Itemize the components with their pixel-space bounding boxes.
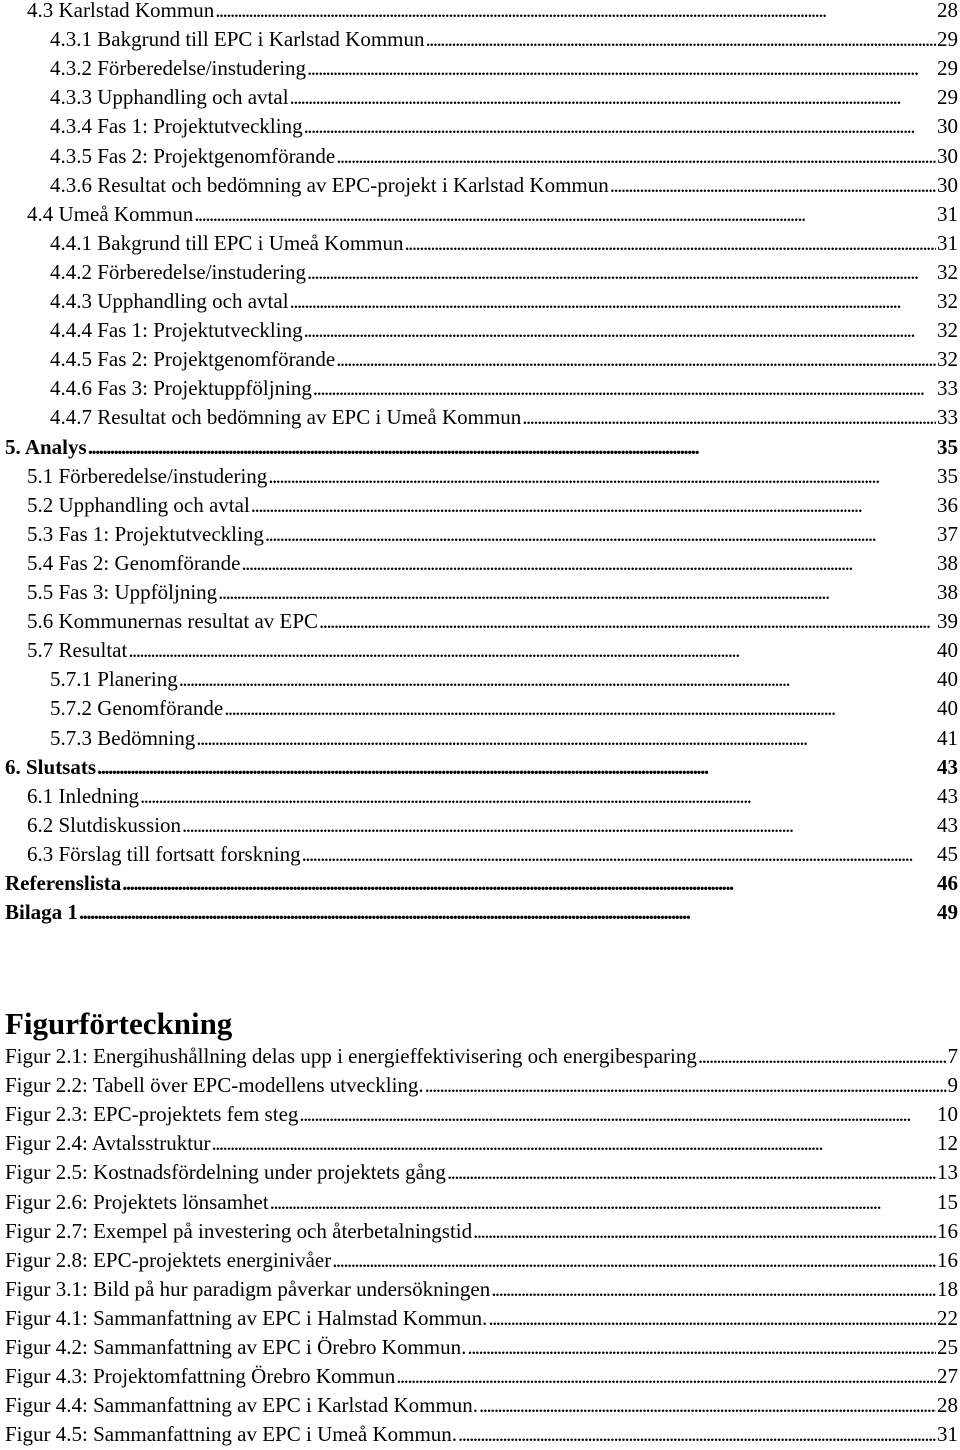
entry-label: Figur 4.3: Projektomfattning Örebro Kommun [5, 1364, 396, 1389]
toc-entry[interactable] [5, 1391, 958, 1420]
toc-entry[interactable] [27, 200, 958, 229]
toc-entry[interactable] [50, 54, 958, 83]
dot-leader [313, 374, 936, 403]
toc-entry[interactable] [5, 1042, 958, 1071]
entry-label: Figur 2.6: Projektets lönsamhet [5, 1189, 269, 1214]
dot-leader [194, 200, 936, 229]
dot-leader [215, 0, 936, 25]
toc-entry[interactable] [5, 898, 958, 927]
entry-label: 5.7.2 Genomförande [50, 696, 224, 721]
entry-label: Figur 3.1: Bild på hur paradigm påverkar undersökningen [5, 1276, 491, 1301]
dot-leader [179, 665, 936, 694]
entry-page-number: 38 [937, 550, 958, 575]
figure-list-heading: Figurförteckning [5, 1006, 233, 1041]
entry-page-number: 28 [937, 0, 958, 22]
toc-entry[interactable] [5, 1362, 958, 1391]
toc-entry[interactable] [50, 142, 958, 171]
dot-leader [425, 1071, 947, 1100]
dot-leader [182, 811, 936, 840]
entry-label: Figur 2.2: Tabell över EPC-modellens utveckling. [5, 1073, 424, 1098]
dot-leader [610, 171, 936, 200]
entry-label: Bilaga 1 [5, 900, 78, 925]
entry-label: 5. Analys [5, 434, 87, 459]
entry-label: Figur 4.1: Sammanfattning av EPC i Halmstad Kommun. [5, 1305, 488, 1330]
dot-leader [404, 229, 936, 258]
entry-label: 4.4.5 Fas 2: Projektgenomförande [50, 347, 336, 372]
entry-page-number: 32 [937, 318, 958, 343]
toc-entry[interactable] [5, 433, 958, 462]
entry-label: 5.7 Resultat [27, 638, 128, 663]
dot-leader [241, 549, 936, 578]
toc-entry[interactable] [27, 462, 958, 491]
dot-leader [270, 1188, 936, 1217]
dot-leader [224, 694, 936, 723]
entry-label: Figur 2.5: Kostnadsfördelning under projektets gång [5, 1160, 446, 1185]
toc-entry[interactable] [27, 636, 958, 665]
toc-entry[interactable] [50, 258, 958, 287]
toc-entry[interactable] [27, 0, 958, 25]
entry-page-number: 43 [937, 812, 958, 837]
toc-entry[interactable] [5, 1420, 958, 1449]
entry-label: 5.7.1 Planering [50, 667, 178, 692]
dot-leader [304, 316, 936, 345]
toc-entry[interactable] [50, 724, 958, 753]
entry-label: 6. Slutsats [5, 754, 97, 779]
entry-page-number: 16 [937, 1218, 958, 1243]
toc-entry[interactable] [5, 753, 958, 782]
dot-leader [97, 753, 936, 782]
toc-entry[interactable] [5, 1333, 958, 1362]
toc-entry[interactable] [27, 840, 958, 869]
entry-label: 4.3.5 Fas 2: Projektgenomförande [50, 143, 336, 168]
entry-label: 4.3.1 Bakgrund till EPC i Karlstad Kommun [50, 27, 425, 52]
toc-entry[interactable] [27, 549, 958, 578]
toc-entry[interactable] [27, 811, 958, 840]
dot-leader [299, 1100, 936, 1129]
entry-label: Figur 2.8: EPC-projektets energinivåer [5, 1247, 332, 1272]
toc-entry[interactable] [50, 694, 958, 723]
dot-leader [265, 520, 936, 549]
entry-label: Figur 4.2: Sammanfattning av EPC i Örebro Kommun. [5, 1335, 467, 1359]
dot-leader [467, 1333, 936, 1362]
toc-entry[interactable] [50, 316, 958, 345]
entry-page-number: 40 [937, 638, 958, 663]
entry-page-number: 41 [937, 725, 958, 750]
toc-entry[interactable] [5, 1129, 958, 1158]
toc-entry[interactable] [5, 1217, 958, 1246]
toc-entry[interactable] [27, 520, 958, 549]
entry-label: 4.4.1 Bakgrund till EPC i Umeå Kommun [50, 230, 404, 255]
toc-entry[interactable] [27, 607, 958, 636]
toc-entry[interactable] [5, 1188, 958, 1217]
entry-page-number: 10 [937, 1102, 958, 1127]
entry-page-number: 30 [937, 172, 958, 197]
dot-leader [290, 83, 936, 112]
entry-label: Figur 2.4: Avtalsstruktur [5, 1131, 211, 1156]
toc-entry[interactable] [5, 1100, 958, 1129]
entry-label: 4.3.6 Resultat och bedömning av EPC-projekt i Karlstad Kommun [50, 172, 609, 197]
entry-page-number: 43 [937, 783, 958, 808]
dot-leader [488, 1304, 936, 1333]
entry-label: 4.4.3 Upphandling och avtal [50, 289, 289, 313]
dot-leader [290, 287, 936, 316]
entry-page-number: 37 [937, 521, 958, 546]
toc-entry[interactable] [50, 83, 958, 112]
toc-entry[interactable] [50, 25, 958, 54]
entry-label: Figur 4.5: Sammanfattning av EPC i Umeå Kommun. [5, 1422, 458, 1447]
dot-leader [698, 1042, 947, 1071]
toc-entry[interactable] [50, 229, 958, 258]
entry-page-number: 22 [937, 1305, 958, 1330]
entry-page-number: 18 [937, 1276, 958, 1301]
entry-page-number: 32 [937, 259, 958, 284]
entry-page-number: 30 [937, 143, 958, 168]
entry-label: 4.4 Umeå Kommun [27, 201, 194, 226]
toc-entry[interactable] [5, 1071, 958, 1100]
entry-page-number: 25 [937, 1335, 958, 1359]
entry-page-number: 29 [937, 27, 958, 52]
toc-entry[interactable] [27, 491, 958, 520]
toc-entry[interactable] [5, 1246, 958, 1275]
entry-label: 5.4 Fas 2: Genomförande [27, 550, 241, 575]
dot-leader [336, 142, 936, 171]
entry-page-number: 35 [937, 463, 958, 488]
entry-label: 5.1 Förberedelse/instudering [27, 463, 268, 488]
dot-leader [396, 1362, 936, 1391]
entry-page-number: 46 [937, 871, 958, 895]
entry-label: 4.3.3 Upphandling och avtal [50, 85, 289, 110]
dot-leader [336, 345, 936, 374]
dot-leader [218, 578, 936, 607]
entry-page-number: 40 [937, 696, 958, 721]
entry-page-number: 7 [947, 1044, 958, 1068]
toc-entry[interactable] [5, 869, 958, 898]
dot-leader [79, 898, 936, 927]
entry-label: 4.3.2 Förberedelse/instudering [50, 56, 307, 81]
dot-leader [268, 462, 936, 491]
entry-page-number: 13 [937, 1160, 958, 1185]
entry-label: Figur 4.4: Sammanfattning av EPC i Karlstad Kommun. [5, 1393, 479, 1418]
toc-entry[interactable] [5, 1275, 958, 1304]
entry-page-number: 33 [937, 405, 958, 430]
toc-entry[interactable] [50, 345, 958, 374]
entry-page-number: 12 [937, 1131, 958, 1156]
dot-leader [128, 636, 936, 665]
dot-leader [473, 1217, 936, 1246]
entry-page-number: 33 [937, 376, 958, 401]
entry-page-number: 39 [937, 609, 958, 634]
entry-label: 4.3.4 Fas 1: Projektutveckling [50, 114, 303, 139]
dot-leader [479, 1391, 936, 1420]
entry-label: 5.7.3 Bedömning [50, 725, 196, 750]
dot-leader [458, 1420, 936, 1449]
entry-label: 4.4.4 Fas 1: Projektutveckling [50, 318, 303, 343]
toc-entry[interactable] [50, 112, 958, 141]
toc-entry[interactable] [50, 403, 958, 432]
toc-entry[interactable] [5, 1158, 958, 1187]
entry-label: 4.4.7 Resultat och bedömning av EPC i Umeå Kommun [50, 405, 522, 430]
entry-label: 6.1 Inledning [27, 783, 139, 808]
entry-page-number: 27 [937, 1364, 958, 1389]
entry-page-number: 40 [937, 667, 958, 692]
toc-entry[interactable] [27, 578, 958, 607]
entry-label: Figur 2.3: EPC-projektets fem steg [5, 1102, 299, 1127]
entry-label: 5.2 Upphandling och avtal [27, 492, 250, 517]
entry-page-number: 49 [937, 900, 958, 925]
dot-leader [491, 1275, 936, 1304]
toc-entry[interactable] [50, 287, 958, 316]
dot-leader [140, 782, 936, 811]
entry-page-number: 31 [937, 1422, 958, 1447]
entry-page-number: 9 [947, 1073, 958, 1098]
dot-leader [251, 491, 936, 520]
entry-page-number: 31 [937, 201, 958, 226]
entry-page-number: 30 [937, 114, 958, 139]
entry-label: Figur 2.7: Exempel på investering och återbetalningstid [5, 1218, 473, 1243]
dot-leader [302, 840, 936, 869]
entry-page-number: 15 [937, 1189, 958, 1214]
entry-label: 6.2 Slutdiskussion [27, 812, 182, 837]
dot-leader [319, 607, 936, 636]
dot-leader [307, 258, 936, 287]
dot-leader [196, 724, 936, 753]
dot-leader [332, 1246, 936, 1275]
entry-label: 4.4.2 Förberedelse/instudering [50, 259, 307, 284]
entry-label: Referenslista [5, 871, 122, 895]
entry-page-number: 29 [937, 56, 958, 81]
entry-page-number: 31 [937, 230, 958, 255]
dot-leader [122, 869, 936, 898]
entry-page-number: 32 [937, 347, 958, 372]
dot-leader [425, 25, 936, 54]
entry-label: 5.5 Fas 3: Uppföljning [27, 580, 218, 604]
toc-entry[interactable] [50, 665, 958, 694]
entry-page-number: 38 [937, 580, 958, 604]
dot-leader [304, 112, 936, 141]
entry-label: Figur 2.1: Energihushållning delas upp i energieffektivisering och energibesparing [5, 1044, 697, 1068]
entry-label: 4.3 Karlstad Kommun [27, 0, 215, 22]
entry-page-number: 28 [937, 1393, 958, 1418]
toc-entry[interactable] [5, 1304, 958, 1333]
dot-leader [307, 54, 936, 83]
entry-page-number: 16 [937, 1247, 958, 1272]
entry-label: 6.3 Förslag till fortsatt forskning [27, 841, 301, 866]
toc-entry[interactable] [50, 374, 958, 403]
entry-label: 5.6 Kommunernas resultat av EPC [27, 609, 319, 634]
toc-entry[interactable] [50, 171, 958, 200]
entry-label: 4.4.6 Fas 3: Projektuppföljning [50, 376, 312, 401]
toc-entry[interactable] [27, 782, 958, 811]
entry-label: 5.3 Fas 1: Projektutveckling [27, 521, 264, 546]
dot-leader [88, 433, 936, 462]
dot-leader [522, 403, 936, 432]
entry-page-number: 43 [937, 754, 958, 779]
entry-page-number: 35 [937, 434, 958, 459]
entry-page-number: 45 [937, 841, 958, 866]
entry-page-number: 29 [937, 85, 958, 110]
entry-page-number: 32 [937, 289, 958, 313]
dot-leader [212, 1129, 936, 1158]
dot-leader [447, 1158, 936, 1187]
entry-page-number: 36 [937, 492, 958, 517]
